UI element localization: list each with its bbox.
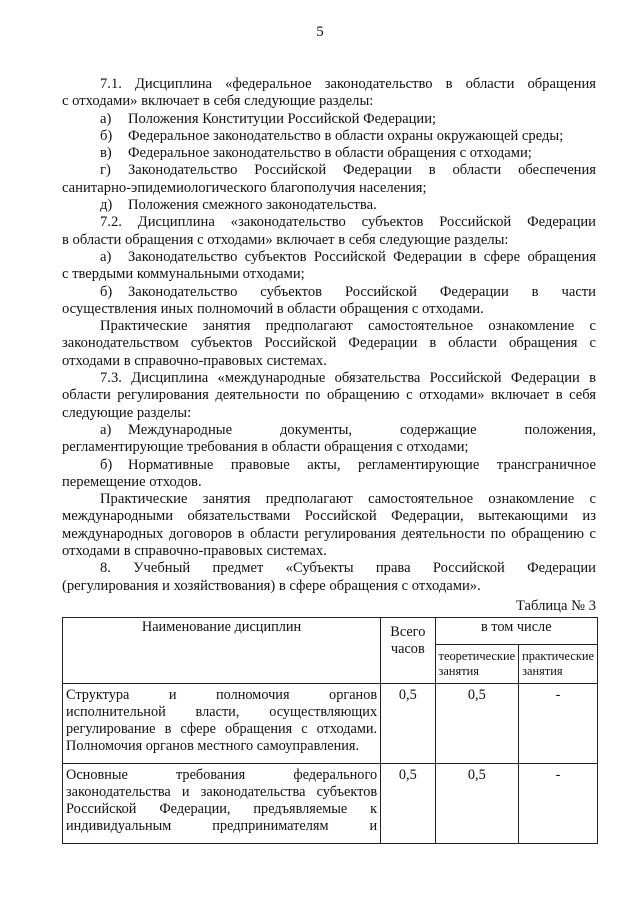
total-hours: 0,5: [381, 764, 435, 844]
list-text: Международные документы, содержащие положения,: [128, 421, 596, 438]
paragraph-7-1: 7.1. Дисциплина «федеральное законодательство в области обращения: [100, 76, 596, 92]
theory-hours: 0,5: [435, 684, 519, 764]
list-item-a3: [62, 422, 596, 439]
list-label: б): [100, 283, 113, 300]
list-item-a2-cont: с твердыми коммунальными отходами;: [62, 266, 305, 283]
practice-hours: -: [519, 764, 598, 844]
header-including: в том числе: [435, 618, 597, 645]
practice-paragraph-2: Практические занятия предполагают самостоятельное ознакомление с международными обязательствами Российской Федерации, вытекающими из международных договоров в области регулирования деятельности по обращению с отходами в справочно-правовых системах.: [62, 491, 596, 560]
list-item-d: [62, 197, 596, 214]
discipline-name: [63, 684, 381, 764]
paragraph-8-cont: (регулирования и хозяйствования) в сфере обращения с отходами».: [62, 577, 481, 594]
list-label: а): [100, 110, 112, 127]
cell-line-last: Полномочия органов местного самоуправления.: [66, 738, 360, 754]
paragraph-7-2: 7.2. Дисциплина «законодательство субъектов Российской Федерации: [100, 214, 596, 231]
list-item-v: [62, 145, 596, 162]
cell-line: законодательства и законодательства субъектов: [66, 784, 378, 800]
list-text: Федеральное законодательство в области обращения с отходами;: [128, 145, 532, 162]
discipline-name: [63, 764, 381, 844]
list-item-a: [62, 111, 596, 128]
paragraph-7-1-cont: с отходами» включает в себя следующие разделы:: [62, 93, 374, 110]
header-practice: практические занятия: [519, 645, 598, 684]
practice-paragraph-1: Практические занятия предполагают самостоятельное ознакомление с законодательством субъектов Российской Федерации в области обращения с отходами в справочно-правовых системах.: [62, 318, 596, 369]
practice-hours: -: [519, 684, 598, 764]
list-item-b3-cont: перемещение отходов.: [62, 473, 202, 490]
list-item-a3-cont: регламентирующие требования в области обращения с отходами;: [62, 439, 469, 456]
list-text: Законодательство Российской Федерации в области обеспечения: [128, 162, 596, 179]
list-text: Законодательство субъектов Российской Федерации в части: [128, 283, 596, 300]
paragraph-7-2-cont: в области обращения с отходами» включает в себя следующие разделы:: [62, 231, 509, 248]
table-header-row: [63, 618, 598, 645]
list-label: а): [100, 421, 112, 438]
cell-line: регулирование в сфере обращения с отходами.: [66, 721, 378, 737]
list-text: Положения смежного законодательства.: [128, 197, 377, 214]
table-caption: Таблица № 3: [516, 598, 596, 614]
list-item-b: [62, 128, 596, 145]
paragraph-8: 8. Учебный предмет «Субъекты права Российской Федерации: [100, 560, 596, 577]
list-label: г): [100, 162, 111, 179]
page-number: 5: [316, 24, 324, 40]
list-label: б): [100, 127, 113, 144]
header-total-hours: Всего часов: [381, 618, 435, 684]
table-row: [63, 684, 598, 764]
paragraph-7-3: 7.3. Дисциплина «международные обязательства Российской Федерации в области регулирования деятельности по обращению с отходами» включает в себя следующие разделы:: [62, 370, 596, 421]
header-theory: теоретические занятия: [435, 645, 519, 684]
list-item-b2-cont: осуществления иных полномочий в области обращения с отходами.: [62, 300, 484, 317]
list-text: Законодательство субъектов Российской Федерации в сфере обращения: [128, 248, 596, 265]
cell-line: исполнительной власти, осуществляющих: [66, 704, 378, 720]
list-item-b3: [62, 457, 596, 474]
document-body: [62, 76, 596, 595]
list-item-g-cont: санитарно-эпидемиологического благополучия населения;: [62, 179, 427, 196]
list-item-g: [62, 162, 596, 179]
list-text: Нормативные правовые акты, регламентирующие трансграничное: [128, 456, 596, 473]
disciplines-table: [62, 617, 598, 844]
cell-line: Российской Федерации, предъявляемые к: [66, 801, 378, 817]
cell-line: Основные требования федерального: [66, 767, 378, 783]
list-label: б): [100, 456, 113, 473]
list-text: Положения Конституции Российской Федерации;: [128, 110, 437, 127]
theory-hours: 0,5: [435, 764, 519, 844]
list-label: д): [100, 197, 113, 214]
header-discipline-name: Наименование дисциплин: [63, 618, 381, 684]
cell-line: индивидуальным предпринимателям и: [66, 818, 378, 834]
list-label: в): [100, 145, 112, 162]
list-text: Федеральное законодательство в области охраны окружающей среды;: [128, 127, 564, 144]
list-item-b2: [62, 284, 596, 301]
total-hours: 0,5: [381, 684, 435, 764]
list-label: а): [100, 248, 112, 265]
cell-line: Структура и полномочия органов: [66, 687, 378, 703]
list-item-a2: [62, 249, 596, 266]
table-row: [63, 764, 598, 844]
